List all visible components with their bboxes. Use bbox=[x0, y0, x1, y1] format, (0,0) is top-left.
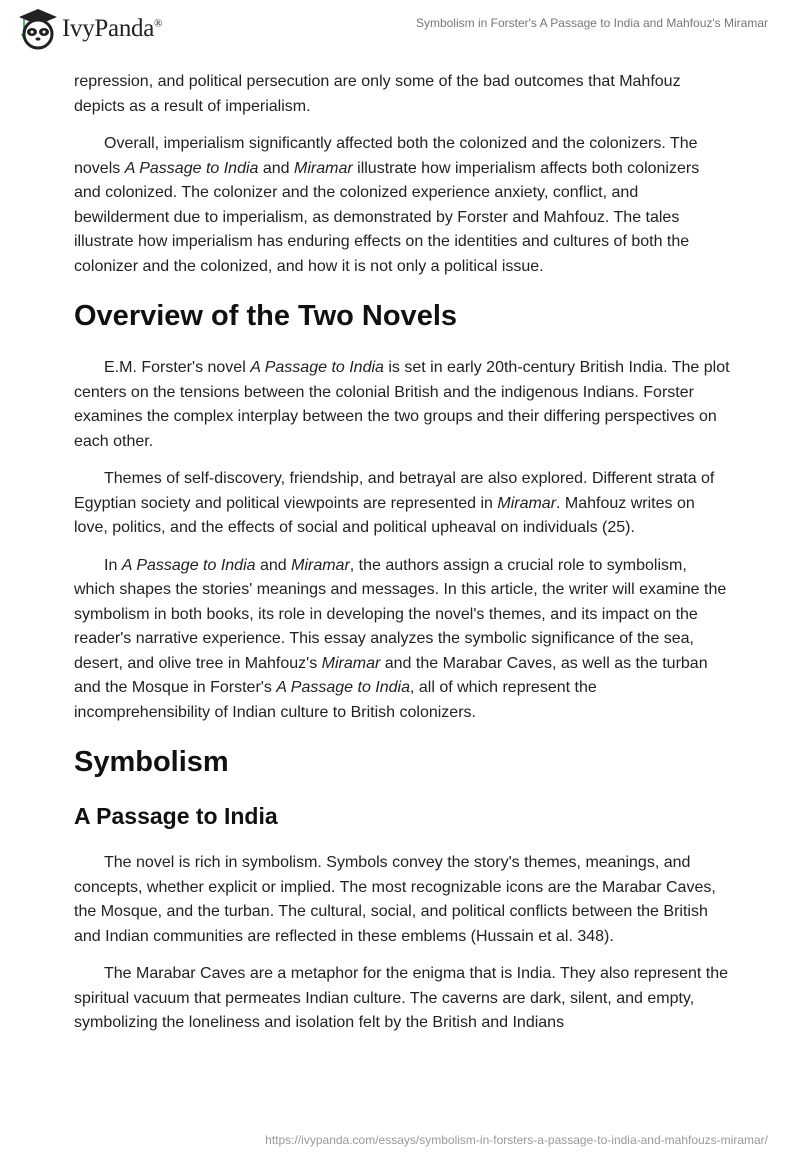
paragraph bbox=[74, 851, 730, 949]
book-title-italic: Miramar bbox=[497, 494, 557, 512]
book-title-italic: A Passage to India bbox=[276, 679, 410, 696]
text-segment: A Passage to India bbox=[74, 803, 278, 829]
book-title-italic: A Passage to India bbox=[250, 359, 384, 376]
book-title-italic: Miramar bbox=[291, 556, 350, 574]
text-segment: , the authors assign a crucial role to symbolism, which shapes the stories' meanings and messages. In this article, the writer will examine the symbolism in both books, its role in developing the novel's themes, and its impact on the reader's narrative experience. This essay analyzes the symbolic significance of the sea, desert, and olive tree in Mahfouz's bbox=[74, 556, 727, 672]
registered-mark: ® bbox=[154, 17, 163, 30]
section-heading bbox=[74, 745, 730, 779]
text-segment: , all of which represent the incomprehensibility of Indian culture to British colonizers. bbox=[74, 679, 597, 721]
text-segment: The Marabar Caves are a metaphor for the enigma that is India. They also represent the spiritual vacuum that permeates Indian culture. The caverns are dark, silent, and empty, symbolizing the loneliness and isolation felt by the British and Indians bbox=[74, 965, 729, 1031]
text-segment: and bbox=[258, 159, 295, 177]
paragraph bbox=[74, 70, 730, 119]
source-url[interactable]: https://ivypanda.com/essays/symbolism-in-forsters-a-passage-to-india-and-mahfouzs-miramar/ bbox=[265, 1133, 768, 1147]
paragraph bbox=[74, 132, 730, 279]
page-header bbox=[0, 0, 800, 60]
essay-content bbox=[74, 70, 730, 1049]
text-segment: In bbox=[104, 556, 122, 574]
book-title-italic: Miramar bbox=[294, 159, 353, 177]
paragraph bbox=[74, 554, 730, 726]
logo-text: IvyPanda bbox=[62, 15, 155, 42]
text-segment: . Mahfouz writes on love, politics, and the effects of social and political upheaval on individuals (25). bbox=[74, 494, 695, 536]
ivypanda-logo[interactable] bbox=[18, 8, 162, 50]
panda-logo-icon bbox=[18, 8, 58, 50]
section-heading bbox=[74, 299, 730, 333]
text-segment: E.M. Forster's novel bbox=[104, 359, 251, 376]
text-segment: and the Marabar Caves, as well as the turban and the Mosque in Forster's bbox=[74, 654, 708, 696]
subsection-heading bbox=[74, 802, 730, 830]
text-segment: Overall, imperialism significantly affected both the colonized and the colonizers. The novels bbox=[74, 135, 698, 177]
text-segment: Overview of the Two Novels bbox=[74, 300, 458, 332]
text-segment: and bbox=[255, 556, 292, 574]
document-title: Symbolism in Forster's A Passage to India and Mahfouz's Miramar bbox=[415, 16, 768, 30]
text-segment: repression, and political persecution are only some of the bad outcomes that Mahfouz depicts as a result of imperialism. bbox=[74, 73, 681, 115]
paragraph bbox=[74, 962, 730, 1036]
paragraph bbox=[74, 467, 730, 541]
book-title-italic: Miramar bbox=[321, 654, 381, 672]
book-title-italic: A Passage to India bbox=[121, 556, 256, 574]
paragraph bbox=[74, 356, 730, 454]
text-segment: illustrate how imperialism affects both colonizers and colonized. The colonizer and the colonized experience anxiety, conflict, and bewilderment due to imperialism, as demonstrated by Forster and Mahfouz. The tales illustrate how imperialism has enduring effects on the identities and cultures of both the colonizer and the colonized, and how it is not only a political issue. bbox=[74, 159, 700, 275]
text-segment: Symbolism bbox=[74, 746, 229, 778]
book-title-italic: A Passage to India bbox=[124, 159, 259, 177]
text-segment: The novel is rich in symbolism. Symbols convey the story's themes, meanings, and concepts, whether explicit or implied. The most recognizable icons are the Marabar Caves, the Mosque, and the turban. The cultural, social, and political conflicts between the British and Indian communities are reflected in these emblems (Hussain et al. 348). bbox=[74, 854, 716, 945]
text-segment: is set in early 20th-century British India. The plot centers on the tensions between the colonial British and the indigenous Indians. Forster examines the complex interplay between the two groups and their differing perspectives on each other. bbox=[74, 359, 730, 450]
text-segment: Themes of self-discovery, friendship, and betrayal are also explored. Different strata of Egyptian society and political viewpoints are represented in bbox=[74, 470, 715, 512]
